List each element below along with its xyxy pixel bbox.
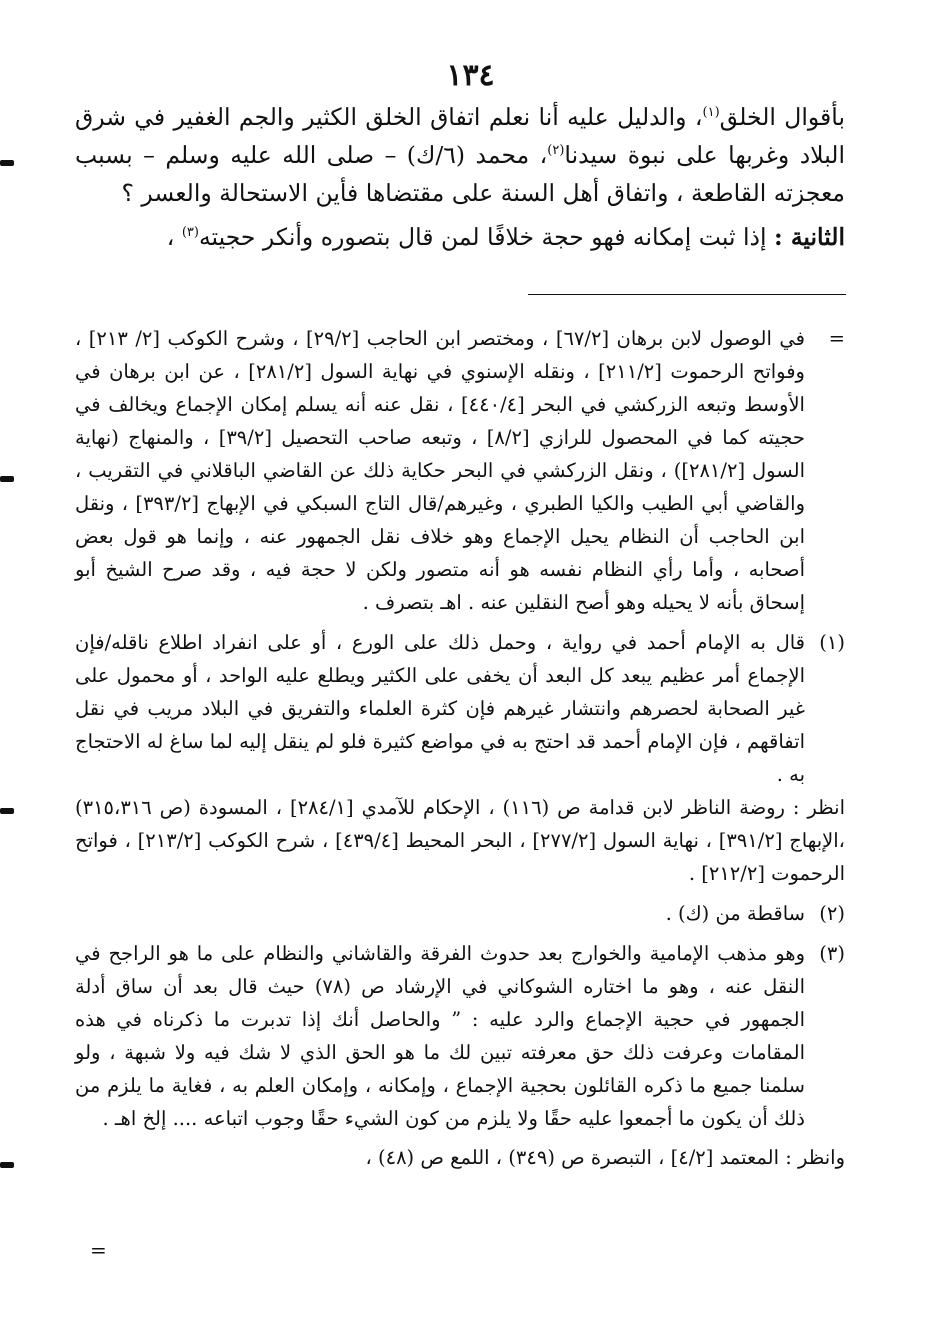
main-text-part: بأقوال الخلق — [719, 103, 845, 131]
scan-edge-mark — [0, 160, 14, 166]
scan-edge-mark — [0, 476, 14, 482]
second-end: ، — [166, 223, 175, 251]
main-paragraph — [75, 98, 845, 212]
main-text-part: ، محمد (٦/ك) – صلى الله عليه وسلم – بسبب معجزته القاطعة ، واتفاق أهل السنة على مقتضاها فأين الاستحالة والعسر ؟ — [75, 141, 845, 207]
footnote-text: ساقطة من (ك) . — [665, 902, 805, 925]
second-point — [75, 218, 845, 256]
main-text — [75, 98, 845, 256]
continuation-mark: = — [828, 327, 845, 350]
page-number: ١٣٤ — [446, 58, 495, 93]
main-text-part: ، والدليل عليه أنا نعلم اتفاق الخلق الكثير والجم الغفير في شرق البلاد وغربها على نبوة سيدنا — [75, 103, 845, 169]
footnote-mark: (٢) — [819, 902, 845, 925]
footnote-mark: (٣) — [819, 942, 845, 965]
footnote-text: في الوصول لابن برهان [٦٧/٢] ، ومختصر ابن الحاجب [٢٩/٢] ، وشرح الكوكب [٢/ ٢١٣] ، وفواتح الرحموت [٢١١/٢] ، ونقله الإسنوي في نهاية السول [٢٨١/٢] ، عن ابن برهان في الأوسط وتبعه الزركشي في البحر [٤٤٠/٤] ، نقل عنه أنه يسلم إمكان الإجماع ويخالف في حجيته كما في المحصول للرازي [٨/٢] ، وتبعه صاحب التحصيل [٣٩/٢] ، والمنهاج (نهاية السول [٢٨١/٢]) ، ونقل الزركشي في البحر حكاية ذلك عن القاضي الباقلاني في التقريب ، والقاضي أبي الطيب والكيا الطبري ، وغيرهم/قال التاج السبكي في الإبهاج [٣٩٣/٢] ، ونقل ابن الحاجب أن النظام يحيل الإجماع وهو خلاف نقل الجمهور عنه ، وإنما هو قول بعض أصحابه ، وأما رأي النظام نفسه هو أنه متصور ولكن لا حجة فيه ، وقد صرح الشيخ أبو إسحاق بأنه لا يحيله وهو أصح النقلين عنه . اهـ بتصرف . — [75, 327, 805, 614]
footnote-3 — [75, 937, 845, 1174]
footnote-separator — [528, 294, 846, 295]
footnote-text: قال به الإمام أحمد في رواية ، وحمل ذلك على الورع ، أو على انفراد اطلاع ناقله/فإن الإجماع أمر عظيم يبعد كل البعد أن يخفى على الكثير ويطلع عليه الواحد ، أو محمول على غير الصحابة لحصرهم وانتشار غيرهم فإن كثرة العلماء والتفريق في البلاد مريب في نقل اتفاقهم ، فإن الإمام أحمد قد احتج به في مواضع كثيرة فلو لم ينقل إليه لما ساغ له الاحتجاج به . — [75, 631, 805, 786]
footnote-2 — [75, 897, 845, 930]
footnote-refs: وانظر : المعتمد [٤/٢] ، التبصرة ص (٣٤٩) ، اللمع ص (٤٨) ، — [365, 1146, 845, 1169]
second-label: الثانية : — [773, 223, 845, 251]
scan-edge-mark — [0, 1162, 14, 1168]
second-text: إذا ثبت إمكانه فهو حجة خلافًا لمن قال بتصوره وأنكر حجيته — [198, 223, 767, 251]
footnote-ref-1: (١) — [702, 105, 720, 121]
footnote-ref-2: (٢) — [547, 143, 565, 159]
scan-edge-mark — [0, 808, 14, 814]
continuation-mark-end: = — [90, 1238, 107, 1262]
footnote-text: وهو مذهب الإمامية والخوارج بعد حدوث الفرقة والقاشاني والنظام على ما هو الراجح في النقل عنه ، وهو ما اختاره الشوكاني في الإرشاد ص (٧٨) حيث قال بعد أن ساق أدلة الجمهور في حجية الإجماع والرد عليه : ” والحاصل أنك إذا تدبرت ما ذكرناه في هذه المقامات وعرفت ذلك حق معرفته تبين لك ما هو الحق الذي لا شك فيه ولا شبهة ، ولو سلمنا جميع ما ذكره القائلون بحجية الإجماع ، وإمكانه ، وإمكان العلم به ، فغاية ما يلزم من ذلك أن يكون ما أجمعوا عليه حقًا ولا يلزم من كون الشيء حقًا وجوب اتباعه .... إلخ اهـ . — [75, 942, 805, 1130]
footnotes — [75, 322, 845, 1181]
footnote-refs: انظر : روضة الناظر لابن قدامة ص (١١٦) ، الإحكام للآمدي [٢٨٤/١] ، المسودة (ص ٣١٥،٣١٦) ،الإبهاج [٣٩١/٢] ، نهاية السول [٢٧٧/٢] ، البحر المحيط [٤٣٩/٤] ، شرح الكوكب [٢١٣/٢] ، فواتح الرحموت [٢١٢/٢] . — [75, 796, 846, 885]
footnote-continuation — [75, 322, 845, 619]
footnote-ref-3: (٣) — [181, 225, 199, 241]
footnote-1 — [75, 626, 845, 890]
footnote-mark: (١) — [819, 631, 845, 654]
